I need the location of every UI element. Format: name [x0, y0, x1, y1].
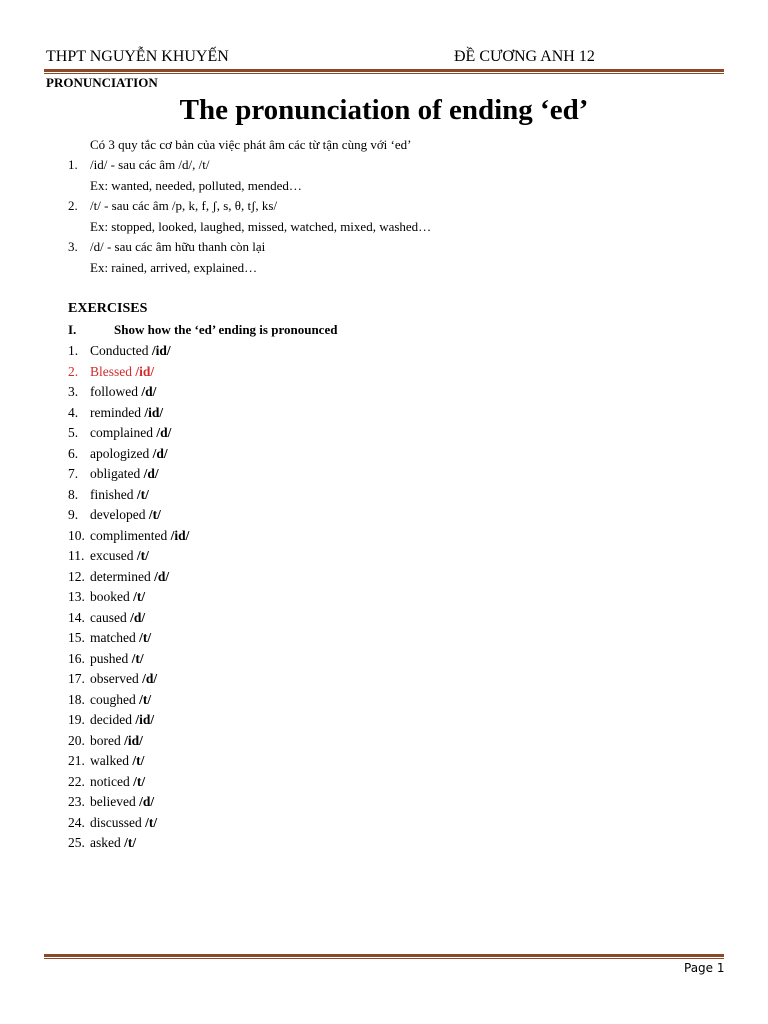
exercise-item	[68, 486, 189, 507]
exercise-word: booked	[90, 589, 130, 604]
exercise-number: 2.	[68, 363, 79, 379]
exercise-number: 9.	[68, 507, 79, 522]
page-header	[46, 46, 724, 68]
exercise-list	[68, 342, 189, 855]
exercise-number: 4.	[68, 404, 79, 420]
exercise-item	[68, 609, 189, 630]
exercise-item	[68, 342, 189, 363]
exercise-answer: /t/	[131, 650, 144, 666]
exercise-item	[68, 752, 189, 773]
exercise-answer: /id/	[135, 712, 155, 727]
exercise-number: 22.	[68, 773, 85, 789]
exercise-number: 1.	[68, 343, 79, 358]
exercise-word: pushed	[90, 650, 129, 666]
header-rule	[44, 69, 724, 72]
rule-text: /id/ - sau các âm /d/, /t/	[90, 157, 210, 172]
exercise-answer: /id/	[170, 527, 190, 543]
exercise-item	[68, 445, 189, 466]
rule-example: Ex: wanted, needed, polluted, mended…	[90, 178, 302, 193]
exercise-answer: /t/	[139, 630, 152, 645]
exercise-number: 14.	[68, 609, 85, 625]
exercise-word: observed	[90, 671, 139, 686]
exercise-number: 12.	[68, 568, 85, 584]
exercise-answer: /id/	[124, 732, 143, 748]
exercise-word: complimented	[90, 527, 168, 543]
exercise-answer: /t/	[139, 691, 152, 707]
exercise-word: apologized	[90, 445, 150, 461]
exercise-item	[68, 773, 189, 794]
exercise-word: determined	[90, 568, 151, 584]
section-label: PRONUNCIATION	[46, 75, 158, 90]
exercise-item	[68, 670, 189, 691]
exercise-word: developed	[90, 507, 146, 522]
exercise-number: 7.	[68, 466, 79, 481]
exercise-item	[68, 834, 189, 855]
exercise-answer: /t/	[148, 507, 161, 522]
exercise-answer: /d/	[154, 568, 170, 584]
exercise-answer: /t/	[136, 486, 149, 502]
exercise-answer: /d/	[142, 671, 158, 686]
exercise-item	[68, 691, 189, 712]
exercise-item	[68, 465, 189, 486]
exercise-answer: /d/	[141, 384, 157, 399]
exercise-number: 15.	[68, 630, 85, 645]
exercise-item	[68, 568, 189, 589]
exercise-word: walked	[90, 753, 129, 768]
exercise-item	[68, 527, 189, 548]
page-title: The pronunciation of ending ‘ed’	[179, 94, 589, 126]
exercises-heading: EXERCISES	[68, 301, 148, 316]
exercise-number: 13.	[68, 589, 85, 604]
task-number: I.	[68, 322, 77, 337]
rule-example: Ex: rained, arrived, explained…	[90, 260, 258, 275]
exercise-number: 11.	[68, 548, 85, 563]
exercise-number: 17.	[68, 671, 85, 686]
exercise-answer: /t/	[124, 835, 137, 850]
exercise-answer: /d/	[139, 794, 155, 809]
exercise-item	[68, 404, 189, 425]
rule-example: Ex: stopped, looked, laughed, missed, watched, mixed, washed…	[90, 219, 432, 234]
exercise-answer: /d/	[130, 609, 146, 625]
exercise-item	[68, 732, 189, 753]
exercise-word: matched	[90, 630, 136, 645]
exercise-answer: /t/	[136, 548, 149, 563]
exercise-word: decided	[90, 712, 132, 727]
exercise-word: bored	[90, 732, 121, 748]
rule-text: /t/ - sau các âm /p, k, f, ʃ, s, θ, tʃ, ks/	[90, 198, 278, 213]
exercise-answer: /t/	[133, 773, 146, 789]
exercise-answer: /d/	[156, 425, 172, 440]
exercise-word: reminded	[90, 404, 141, 420]
exercise-number: 18.	[68, 691, 85, 707]
exercise-number: 3.	[68, 384, 79, 399]
rule-item	[68, 198, 277, 214]
exercise-item	[68, 547, 189, 568]
exercise-item	[68, 650, 189, 671]
exercise-number: 10.	[68, 527, 85, 543]
exercise-answer: /id/	[144, 404, 164, 420]
exercise-number: 16.	[68, 650, 85, 666]
exercise-item	[68, 588, 189, 609]
exercise-item	[68, 383, 189, 404]
rule-number: 3.	[68, 239, 78, 254]
exercise-word: followed	[90, 384, 138, 399]
rule-number: 1.	[68, 157, 78, 172]
exercise-answer: /id/	[135, 363, 155, 379]
page-number: Page 1	[684, 961, 725, 975]
exercise-word: believed	[90, 794, 136, 809]
exercise-word: obligated	[90, 466, 141, 481]
rule-item	[68, 157, 210, 173]
rule-text: /d/ - sau các âm hữu thanh còn lại	[90, 239, 266, 254]
rule-item	[68, 239, 265, 255]
exercise-word: coughed	[90, 691, 136, 707]
exercise-word: Blessed	[90, 363, 132, 379]
exercise-word: complained	[90, 425, 153, 440]
exercise-answer: /id/	[151, 343, 171, 358]
exercise-item	[68, 506, 189, 527]
exercise-word: finished	[90, 486, 134, 502]
exercise-word: caused	[90, 609, 127, 625]
exercise-word: discussed	[90, 814, 142, 830]
exercise-item	[68, 363, 189, 384]
exercise-number: 25.	[68, 835, 85, 850]
footer-rule-thin	[44, 958, 724, 959]
exercise-word: noticed	[90, 773, 130, 789]
exercise-number: 21.	[68, 753, 85, 768]
school-name: THPT NGUYỄN KHUYẾN	[46, 48, 229, 65]
exercise-number: 19.	[68, 712, 85, 727]
intro-text: Có 3 quy tắc cơ bản của việc phát âm các từ tận cùng với ‘ed’	[90, 137, 412, 152]
exercise-answer: /d/	[152, 445, 168, 461]
exercise-answer: /t/	[145, 814, 158, 830]
exercise-number: 23.	[68, 794, 85, 809]
exercise-word: excused	[90, 548, 134, 563]
exercise-answer: /d/	[143, 466, 159, 481]
exercise-answer: /t/	[133, 589, 146, 604]
exercise-item	[68, 793, 189, 814]
task-instruction: Show how the ‘ed’ ending is pronounced	[114, 322, 338, 337]
header-rule-thin	[44, 73, 724, 74]
exercise-answer: /t/	[132, 753, 145, 768]
exercise-item	[68, 629, 189, 650]
exercise-word: asked	[90, 835, 121, 850]
exercise-item	[68, 711, 189, 732]
exercise-item	[68, 814, 189, 835]
exercise-number: 24.	[68, 814, 85, 830]
exercise-number: 20.	[68, 732, 85, 748]
exercise-number: 6.	[68, 445, 79, 461]
rule-number: 2.	[68, 198, 78, 213]
footer-rule	[44, 954, 724, 957]
exercise-number: 5.	[68, 425, 79, 440]
exercise-number: 8.	[68, 486, 79, 502]
exercise-word: Conducted	[90, 343, 149, 358]
outline-title: ĐỀ CƯƠNG ANH 12	[454, 48, 595, 65]
exercise-item	[68, 424, 189, 445]
